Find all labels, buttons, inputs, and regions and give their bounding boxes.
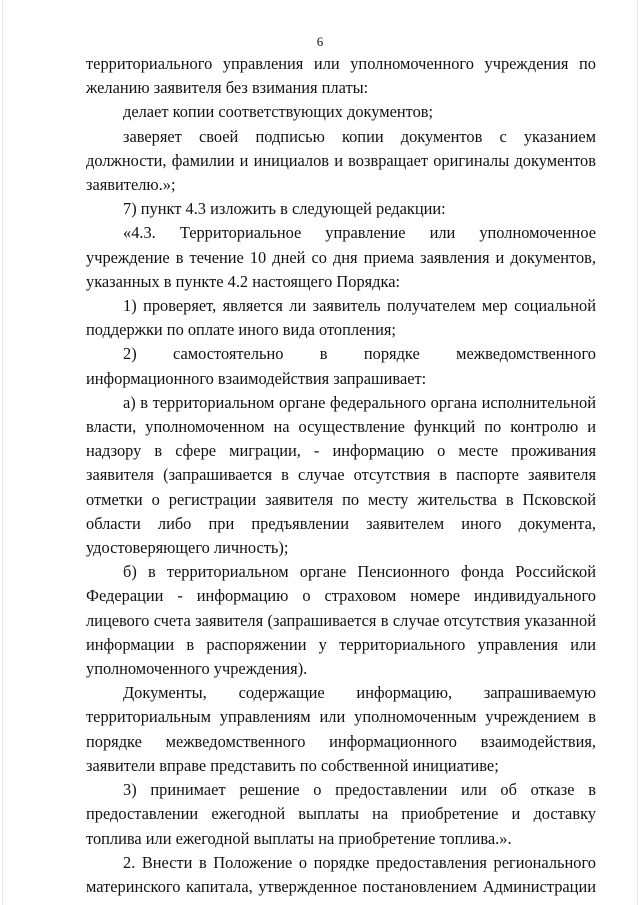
paragraph: территориального управления или уполномоченного учреждения по желанию заявителя без взимания платы: (86, 54, 596, 98)
paragraph: 1) проверяет, является ли заявитель получателем мер социальной поддержки по оплате иного вида отопления; (86, 296, 596, 340)
document-body (86, 52, 596, 899)
paragraph: 3) принимает решение о предоставлении или об отказе в предоставлении ежегодной выплаты на приобретение и доставку топлива или ежегодной выплаты на приобретение топлива.». (86, 780, 596, 848)
paragraph: 2. Внести в Положение о порядке предоставления регионального материнского капитала, утвержденное постановлением Администрации (86, 852, 596, 896)
scan-edge-right (637, 0, 638, 905)
paragraph: Документы, содержащие информацию, запрашиваемую территориальным управлениям или уполномоченным учреждением в порядке межведомственного информационного взаимодействия, заявители вправе представить по собственной инициативе; (86, 683, 596, 775)
paragraph: заверяет своей подписью копии документов с указанием должности, фамилии и инициалов и возвращает оригиналы документов заявителю.»; (86, 126, 596, 195)
paragraph: б) в территориальном органе Пенсионного фонда Российской Федерации - информацию о страховом номере индивидуального лицевого счета заявителя (запрашивается в случае отсутствия указанной информации в распоряжении у территориального управления или уполномоченного учреждения). (86, 562, 596, 679)
paragraph: а) в территориальном органе федерального органа исполнительной власти, уполномоченном на осуществление функций по контролю и надзору в сфере миграции, - информацию о месте проживания заявителя (запрашивается в случае отсутствия в паспорте заявителя отметки о регистрации заявителя по месту жительства в Псковской области либо при предъявлении заявителем иного документа, удостоверяющего личность); (86, 392, 596, 558)
paragraph: «4.3. Территориальное управление или уполномоченное учреждение в течение 10 дней со дня приема заявления и документов, указанных в пункте 4.2 настоящего Порядка: (86, 223, 596, 291)
paragraph: 2) самостоятельно в порядке межведомственного информационного взаимодействия запрашивает: (86, 344, 596, 388)
paragraph: делает копии соответствующих документов; (123, 102, 434, 122)
scan-edge-left (2, 0, 3, 905)
paragraph: 7) пункт 4.3 изложить в следующей редакции: (123, 199, 446, 219)
page-number: 6 (316, 34, 324, 49)
